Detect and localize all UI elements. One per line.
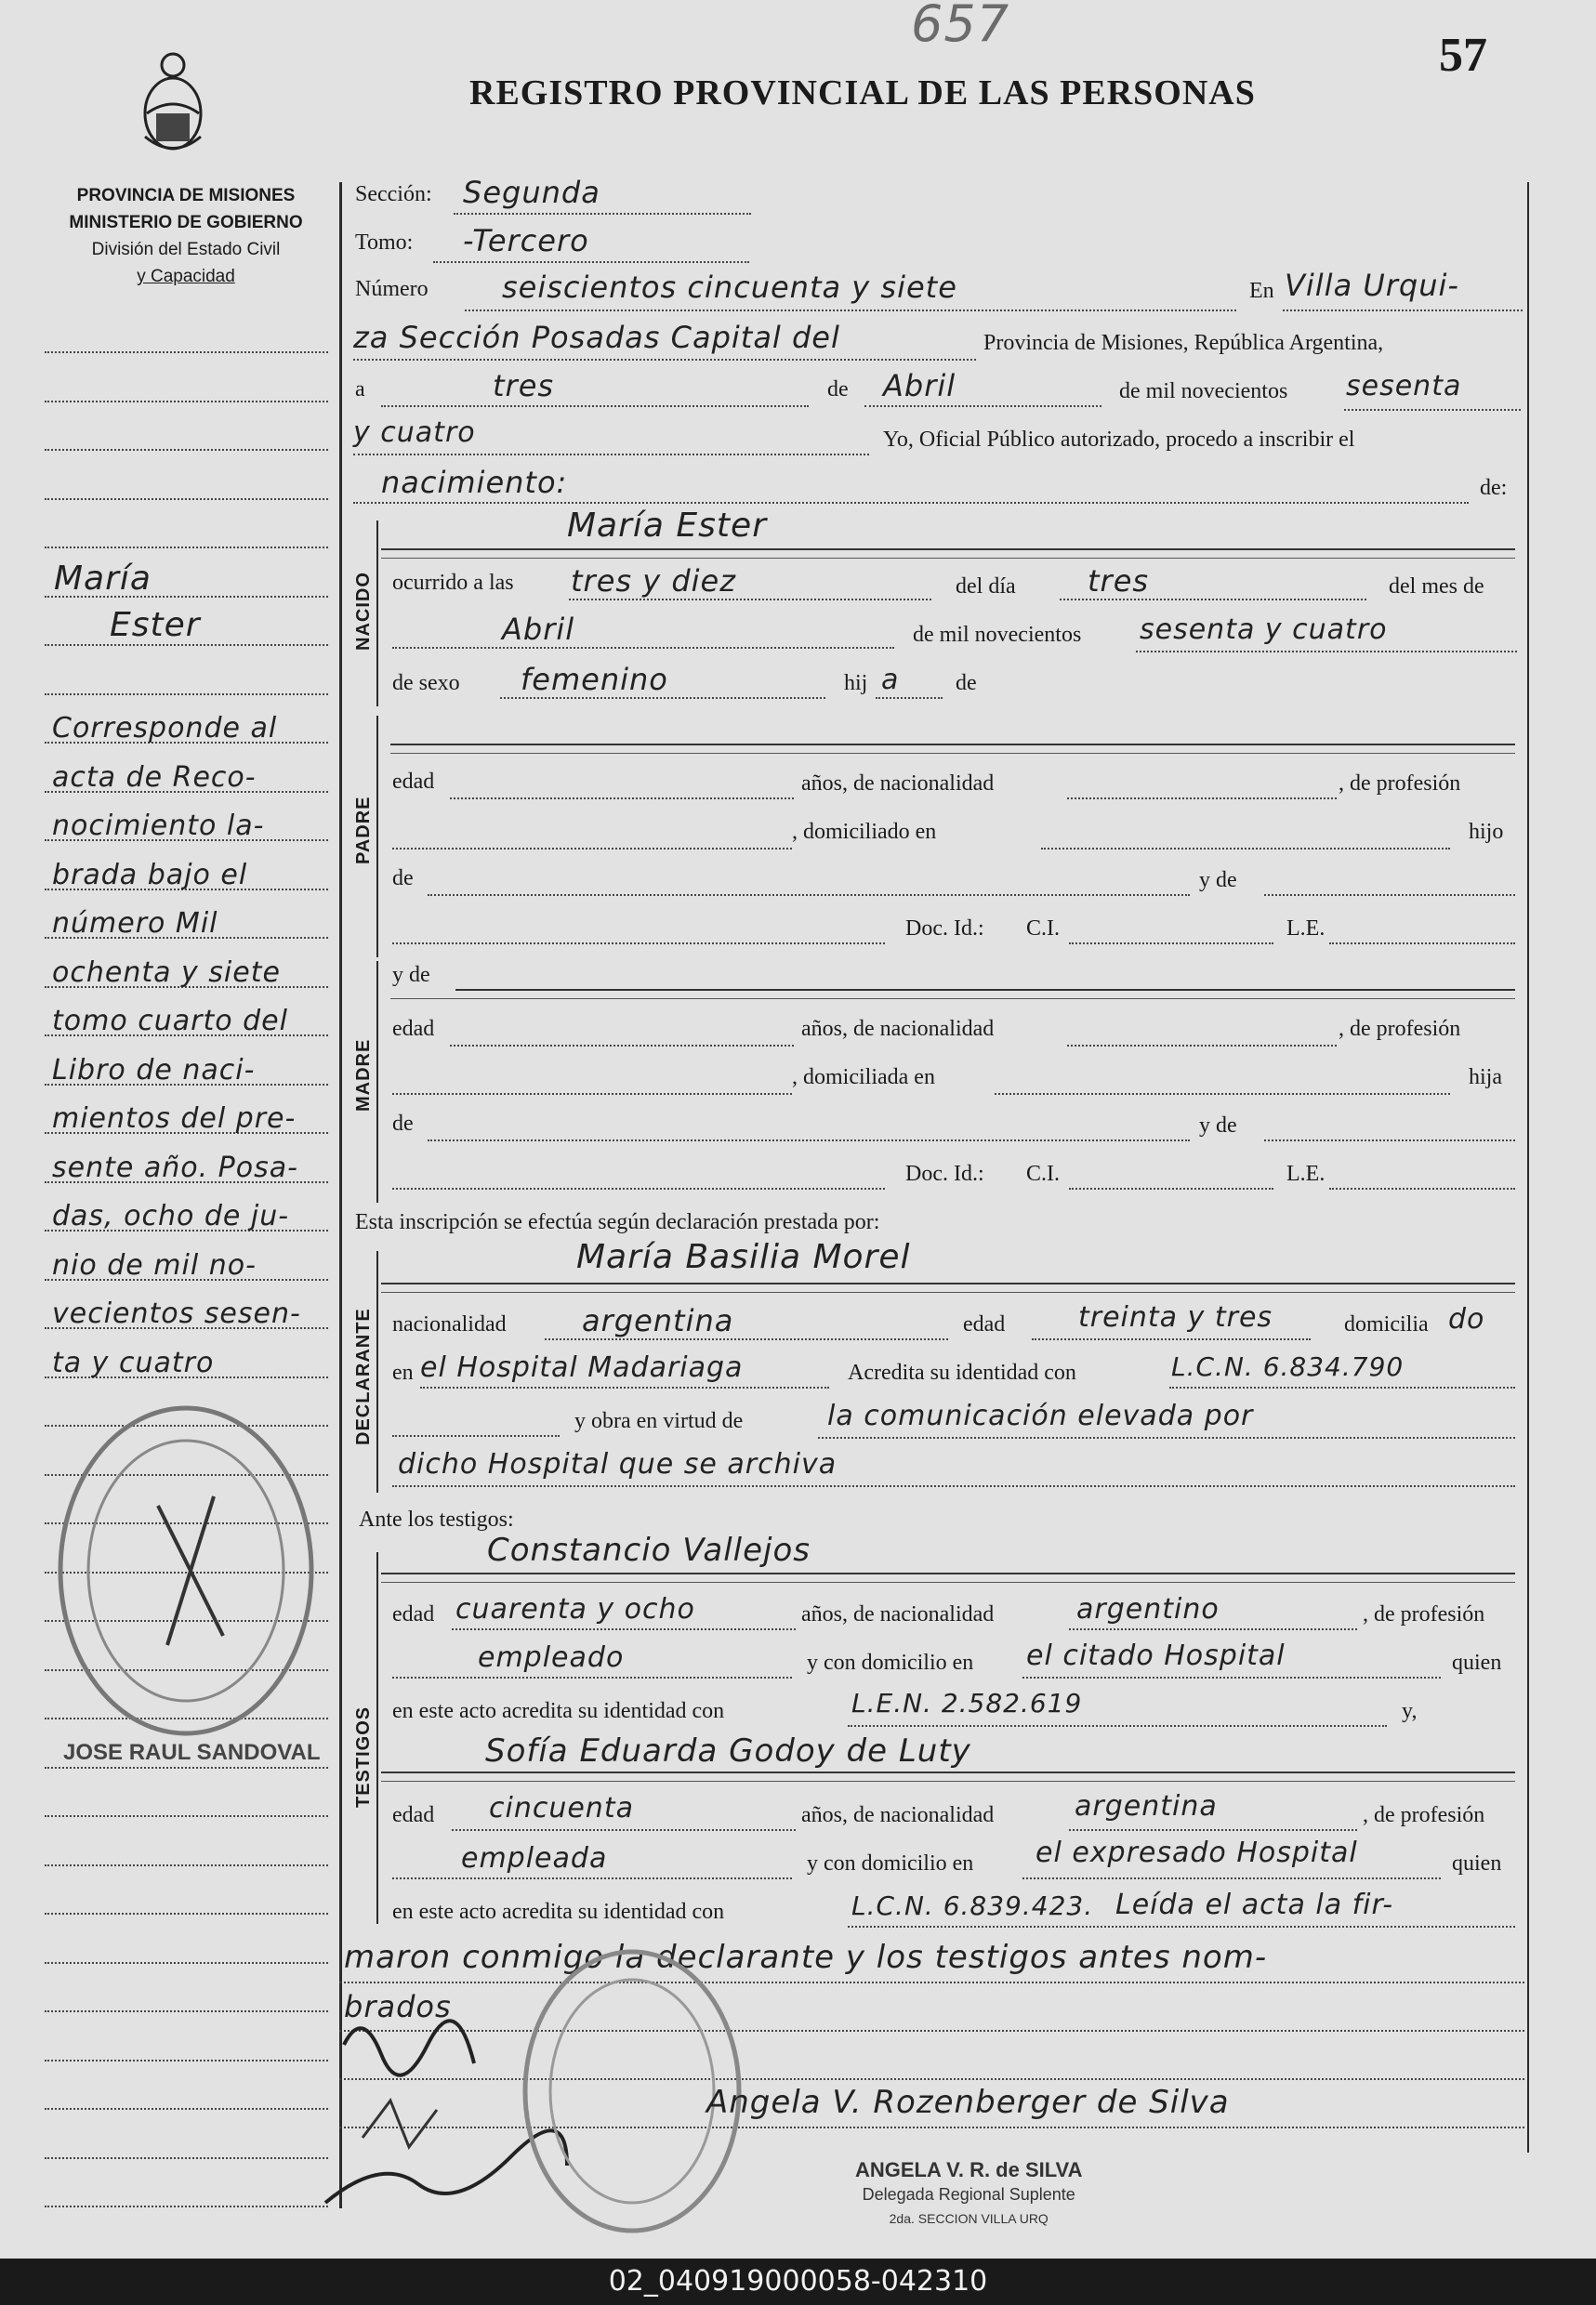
section-bracket xyxy=(376,1552,378,1924)
margin-note-line: sente año. Posa- xyxy=(52,1151,298,1184)
rule xyxy=(1060,599,1366,600)
t1-domicilio-label: y con domicilio en xyxy=(807,1651,974,1675)
rule xyxy=(1069,942,1273,944)
margin-note-line: Libro de naci- xyxy=(52,1053,256,1087)
madre-y-de-label: y de xyxy=(1199,1113,1237,1138)
rule xyxy=(452,1829,796,1831)
nacido-dia-value: tres xyxy=(1088,563,1150,599)
en-value: Villa Urqui- xyxy=(1285,268,1459,303)
anio-value-2: y cuatro xyxy=(353,416,476,449)
t1-y-label: y, xyxy=(1402,1699,1418,1723)
madre-label: MADRE xyxy=(353,1038,374,1112)
rule xyxy=(433,261,749,263)
hij-de-label: de xyxy=(956,671,977,695)
ocurrido-label: ocurrido a las xyxy=(392,571,514,595)
rule xyxy=(381,1573,1515,1574)
madre-le-label: L.E. xyxy=(1286,1162,1326,1186)
madre-ci-label: C.I. xyxy=(1026,1162,1060,1186)
t2-domicilio-label: y con domicilio en xyxy=(807,1851,974,1876)
rule xyxy=(381,1283,1515,1284)
rule xyxy=(381,405,809,407)
registry-seal-icon xyxy=(46,1394,325,1747)
de-label: de xyxy=(827,377,849,402)
padre-ci-label: C.I. xyxy=(1026,916,1060,941)
declarante-label: DECLARANTE xyxy=(353,1308,374,1445)
right-border xyxy=(1527,182,1529,2153)
madre-anios-label: años, de nacionalidad xyxy=(801,1017,995,1041)
rule xyxy=(392,647,894,649)
margin-rule xyxy=(45,2108,328,2110)
testigos-label: TESTIGOS xyxy=(353,1706,374,1808)
margin-note-line: mientos del pre- xyxy=(52,1102,297,1135)
rule xyxy=(1069,1188,1273,1190)
seccion-label: Sección: xyxy=(355,182,432,206)
anio-value-1: sesenta xyxy=(1346,370,1462,402)
rule xyxy=(381,1292,1515,1293)
rule xyxy=(353,502,1469,504)
rule xyxy=(1264,894,1515,896)
obra-value: la comunicación elevada por xyxy=(827,1400,1254,1432)
rule xyxy=(428,894,1190,896)
rule xyxy=(392,942,885,944)
t1-acredita-label: en este acto acredita su identidad con xyxy=(392,1699,725,1723)
margin-note-line: Corresponde al xyxy=(52,712,278,744)
mil-label: de mil novecientos xyxy=(1119,379,1288,403)
declarante-doc: L.C.N. 6.834.790 xyxy=(1171,1351,1405,1382)
rule xyxy=(500,697,825,699)
margin-rule xyxy=(45,351,328,353)
declarante-edad-value: treinta y tres xyxy=(1078,1301,1273,1334)
margin-rule xyxy=(45,1767,328,1769)
t2-dom-value: el expresado Hospital xyxy=(1035,1837,1358,1869)
rule xyxy=(390,998,1515,999)
t2-edad-value: cincuenta xyxy=(489,1792,634,1824)
margin-note-line: ochenta y siete xyxy=(52,955,281,989)
rule xyxy=(848,1725,1387,1727)
rule xyxy=(381,1772,1515,1773)
name-stamp: JOSE RAUL SANDOVAL xyxy=(63,1740,321,1765)
dia-value: tres xyxy=(493,368,555,403)
rule xyxy=(450,797,794,799)
rule xyxy=(428,1139,1190,1141)
t2-edad-label: edad xyxy=(392,1803,435,1827)
madre-y-de-top: y de xyxy=(392,963,430,987)
rule xyxy=(381,558,1515,559)
department-block xyxy=(37,182,335,290)
rule xyxy=(381,1781,1515,1782)
rule xyxy=(1329,1188,1515,1190)
margin-rule xyxy=(45,644,328,646)
rule xyxy=(1344,409,1521,411)
margin-note-line: tomo cuarto del xyxy=(52,1005,288,1037)
madre-domiciliada-label: , domiciliada en xyxy=(792,1065,935,1089)
section-bracket xyxy=(376,1251,378,1493)
margin-rule xyxy=(45,547,328,548)
margin-rule xyxy=(45,498,328,500)
en-prefix: en xyxy=(392,1361,414,1385)
numero-label: Número xyxy=(355,277,429,301)
rule xyxy=(1069,1628,1357,1630)
folio-stamp: 657 xyxy=(911,0,1010,53)
rule xyxy=(450,1045,794,1047)
margin-note-line: nio de mil no- xyxy=(52,1248,257,1282)
seccion-value: Segunda xyxy=(463,175,600,210)
rule xyxy=(1283,310,1523,311)
rule xyxy=(454,213,751,215)
nacido-nombre: María Ester xyxy=(567,507,767,545)
madre-doc-label: Doc. Id.: xyxy=(905,1162,984,1186)
rule xyxy=(392,1093,792,1095)
official-signature: Angela V. Rozenberger de Silva xyxy=(706,2084,1230,2121)
rule xyxy=(1067,1045,1337,1047)
provincia-text: Provincia de Misiones, República Argentina, xyxy=(983,331,1384,355)
dept-line: PROVINCIA DE MISIONES xyxy=(76,186,296,205)
t2-prof-value: empleada xyxy=(461,1842,608,1875)
testigos-intro: Ante los testigos: xyxy=(359,1508,514,1532)
rule xyxy=(569,599,931,600)
numero-value: seiscientos cincuenta y siete xyxy=(502,270,957,305)
madre-profesion-label: , de profesión xyxy=(1339,1017,1461,1041)
rule xyxy=(392,1485,1515,1487)
closing-line-1: maron conmigo la declarante y los testigos antes nom- xyxy=(344,1939,1268,1976)
domicilia-suffix: do xyxy=(1448,1303,1485,1336)
rule xyxy=(995,1093,1450,1095)
obra-label: y obra en virtud de xyxy=(574,1409,744,1433)
margin-note-line: acta de Reco- xyxy=(52,760,257,794)
margin-rule xyxy=(45,1864,328,1866)
rule xyxy=(864,405,1101,407)
t2-quien-label: quien xyxy=(1452,1851,1502,1876)
rule xyxy=(392,848,792,850)
margin-rule xyxy=(45,1962,328,1964)
nacido-anio-value: sesenta y cuatro xyxy=(1140,613,1388,646)
hij-value: a xyxy=(881,664,900,696)
rule xyxy=(848,1926,1515,1928)
rule xyxy=(381,1582,1515,1583)
t2-doc-value: L.C.N. 6.839.423. xyxy=(851,1890,1094,1921)
testigo-2-nombre: Sofía Eduarda Godoy de Luty xyxy=(485,1732,971,1770)
rule xyxy=(1022,1677,1441,1679)
margin-note-line: das, ocho de ju- xyxy=(52,1200,290,1232)
margin-note xyxy=(52,705,340,1388)
stamp-line: 2da. SECCION VILLA URQ xyxy=(889,2211,1049,2226)
nacido-label: NACIDO xyxy=(353,572,374,651)
t1-anios-label: años, de nacionalidad xyxy=(801,1602,995,1627)
tomo-label: Tomo: xyxy=(355,230,414,255)
madre-de-label: de xyxy=(392,1112,414,1136)
rule xyxy=(392,1877,792,1879)
sexo-value: femenino xyxy=(521,662,668,697)
rule xyxy=(392,1435,560,1437)
section-bracket xyxy=(376,520,378,706)
margin-rule xyxy=(45,2206,328,2207)
rule xyxy=(876,697,943,699)
margin-rule xyxy=(45,2010,328,2012)
margin-note-line: ta y cuatro xyxy=(52,1346,215,1379)
hij-label: hij xyxy=(844,671,868,695)
padre-anios-label: años, de nacionalidad xyxy=(801,771,995,796)
a-label: a xyxy=(355,377,365,402)
t2-anios-label: años, de nacionalidad xyxy=(801,1803,995,1827)
t1-quien-label: quien xyxy=(1452,1651,1502,1675)
yo-text: Yo, Oficial Público autorizado, procedo a inscribir el xyxy=(883,428,1355,452)
margin-note-line: vecientos sesen- xyxy=(52,1297,301,1330)
section-bracket xyxy=(376,716,378,957)
testigo-1-nombre: Constancio Vallejos xyxy=(487,1532,811,1569)
rule xyxy=(1329,942,1515,944)
rule xyxy=(545,1338,948,1340)
nacido-mes-value: Abril xyxy=(502,612,575,647)
acto-value: nacimiento: xyxy=(381,465,568,500)
obra-value-2: dicho Hospital que se archiva xyxy=(398,1448,838,1481)
declaracion-text: Esta inscripción se efectúa según declaración prestada por: xyxy=(355,1210,880,1234)
padre-de-label: de xyxy=(392,866,414,890)
de-colon: de: xyxy=(1480,476,1508,500)
rule xyxy=(353,454,869,455)
coat-of-arms-icon xyxy=(138,48,208,158)
t1-nac-value: argentino xyxy=(1076,1593,1220,1626)
rule xyxy=(1067,797,1337,799)
margin-rule xyxy=(45,1913,328,1915)
declarante-edad-label: edad xyxy=(963,1312,1006,1337)
t1-prof-value: empleado xyxy=(478,1641,625,1674)
rule xyxy=(1041,848,1450,850)
t1-dom-value: el citado Hospital xyxy=(1026,1640,1286,1672)
rule xyxy=(1069,1829,1357,1831)
rule xyxy=(455,989,1515,991)
padre-edad-label: edad xyxy=(392,770,435,794)
nacionalidad-label: nacionalidad xyxy=(392,1312,507,1337)
domicilia-label: domicilia xyxy=(1344,1312,1429,1337)
dept-line: y Capacidad xyxy=(137,267,235,286)
t1-doc-value: L.E.N. 2.582.619 xyxy=(851,1688,1083,1719)
padre-domiciliado-label: , domiciliado en xyxy=(792,820,937,844)
tomo-value: -Tercero xyxy=(463,223,589,258)
rule xyxy=(392,1677,792,1679)
t2-acredita-label: en este acto acredita su identidad con xyxy=(392,1900,725,1924)
rule xyxy=(1022,1877,1441,1879)
padre-profesion-label: , de profesión xyxy=(1339,771,1461,796)
sexo-label: de sexo xyxy=(392,671,460,695)
padre-hijo-label: hijo xyxy=(1469,820,1504,844)
document-id-footer: 02_040919000058-042310 xyxy=(0,2259,1596,2305)
acredita-label: Acredita su identidad con xyxy=(848,1361,1076,1385)
rule xyxy=(392,1188,885,1190)
madre-edad-label: edad xyxy=(392,1017,435,1041)
rule xyxy=(1032,1338,1311,1340)
t2-nac-value: argentina xyxy=(1075,1790,1218,1823)
page-number: 57 xyxy=(1439,29,1487,82)
margin-rule xyxy=(45,449,328,451)
t1-edad-label: edad xyxy=(392,1602,435,1627)
rule xyxy=(1136,651,1517,652)
margin-note-line: número Mil xyxy=(52,907,218,940)
rule xyxy=(390,744,1515,745)
rule xyxy=(353,359,976,361)
stamp-line: Delegada Regional Suplente xyxy=(862,2185,1075,2204)
rule xyxy=(381,548,1515,550)
padre-doc-label: Doc. Id.: xyxy=(905,916,984,941)
del-dia-label: del día xyxy=(956,574,1016,599)
t2-profesion-label: , de profesión xyxy=(1363,1803,1485,1827)
dept-line: División del Estado Civil xyxy=(91,240,281,259)
rule xyxy=(420,1387,829,1389)
official-stamp xyxy=(855,2158,1082,2231)
rule xyxy=(1169,1387,1515,1389)
margin-name-2: Ester xyxy=(110,606,201,644)
nacido-mil-label: de mil novecientos xyxy=(913,623,1082,647)
t1-profesion-label: , de profesión xyxy=(1363,1602,1485,1627)
margin-rule xyxy=(45,2060,328,2061)
margin-rule xyxy=(45,1815,328,1817)
declarante-nombre: María Basilia Morel xyxy=(576,1238,911,1276)
rule xyxy=(465,310,1236,311)
leido-text: Leída el acta la fir- xyxy=(1115,1889,1394,1921)
stamp-line: ANGELA V. R. de SILVA xyxy=(855,2158,1083,2181)
rule xyxy=(1264,1139,1515,1141)
padre-label: PADRE xyxy=(353,796,374,864)
madre-hija-label: hija xyxy=(1469,1065,1502,1089)
nacionalidad-value: argentina xyxy=(582,1303,734,1338)
closing-line-2: brados xyxy=(344,1989,452,2024)
en-label: En xyxy=(1249,279,1274,303)
declarante-domicilio: el Hospital Madariaga xyxy=(420,1351,744,1384)
dept-line: MINISTERIO DE GOBIERNO xyxy=(69,213,303,232)
rule xyxy=(390,753,1515,754)
margin-rule xyxy=(45,401,328,402)
margin-note-line: brada bajo el xyxy=(52,858,248,891)
line3-value: za Sección Posadas Capital del xyxy=(353,320,840,355)
margin-rule xyxy=(45,2157,328,2159)
section-bracket xyxy=(376,961,378,1203)
margin-name-1: María xyxy=(54,560,152,598)
mes-value: Abril xyxy=(883,368,956,403)
t1-edad-value: cuarenta y ocho xyxy=(455,1593,695,1626)
rule xyxy=(452,1628,796,1630)
rule xyxy=(818,1437,1515,1439)
padre-y-de-label: y de xyxy=(1199,868,1237,892)
padre-le-label: L.E. xyxy=(1286,916,1326,941)
del-mes-label: del mes de xyxy=(1389,574,1484,599)
margin-note-line: nocimiento la- xyxy=(52,810,265,842)
margin-rule xyxy=(45,693,328,695)
hora-value: tres y diez xyxy=(571,563,737,599)
page-title: REGISTRO PROVINCIAL DE LAS PERSONAS xyxy=(469,73,1256,112)
